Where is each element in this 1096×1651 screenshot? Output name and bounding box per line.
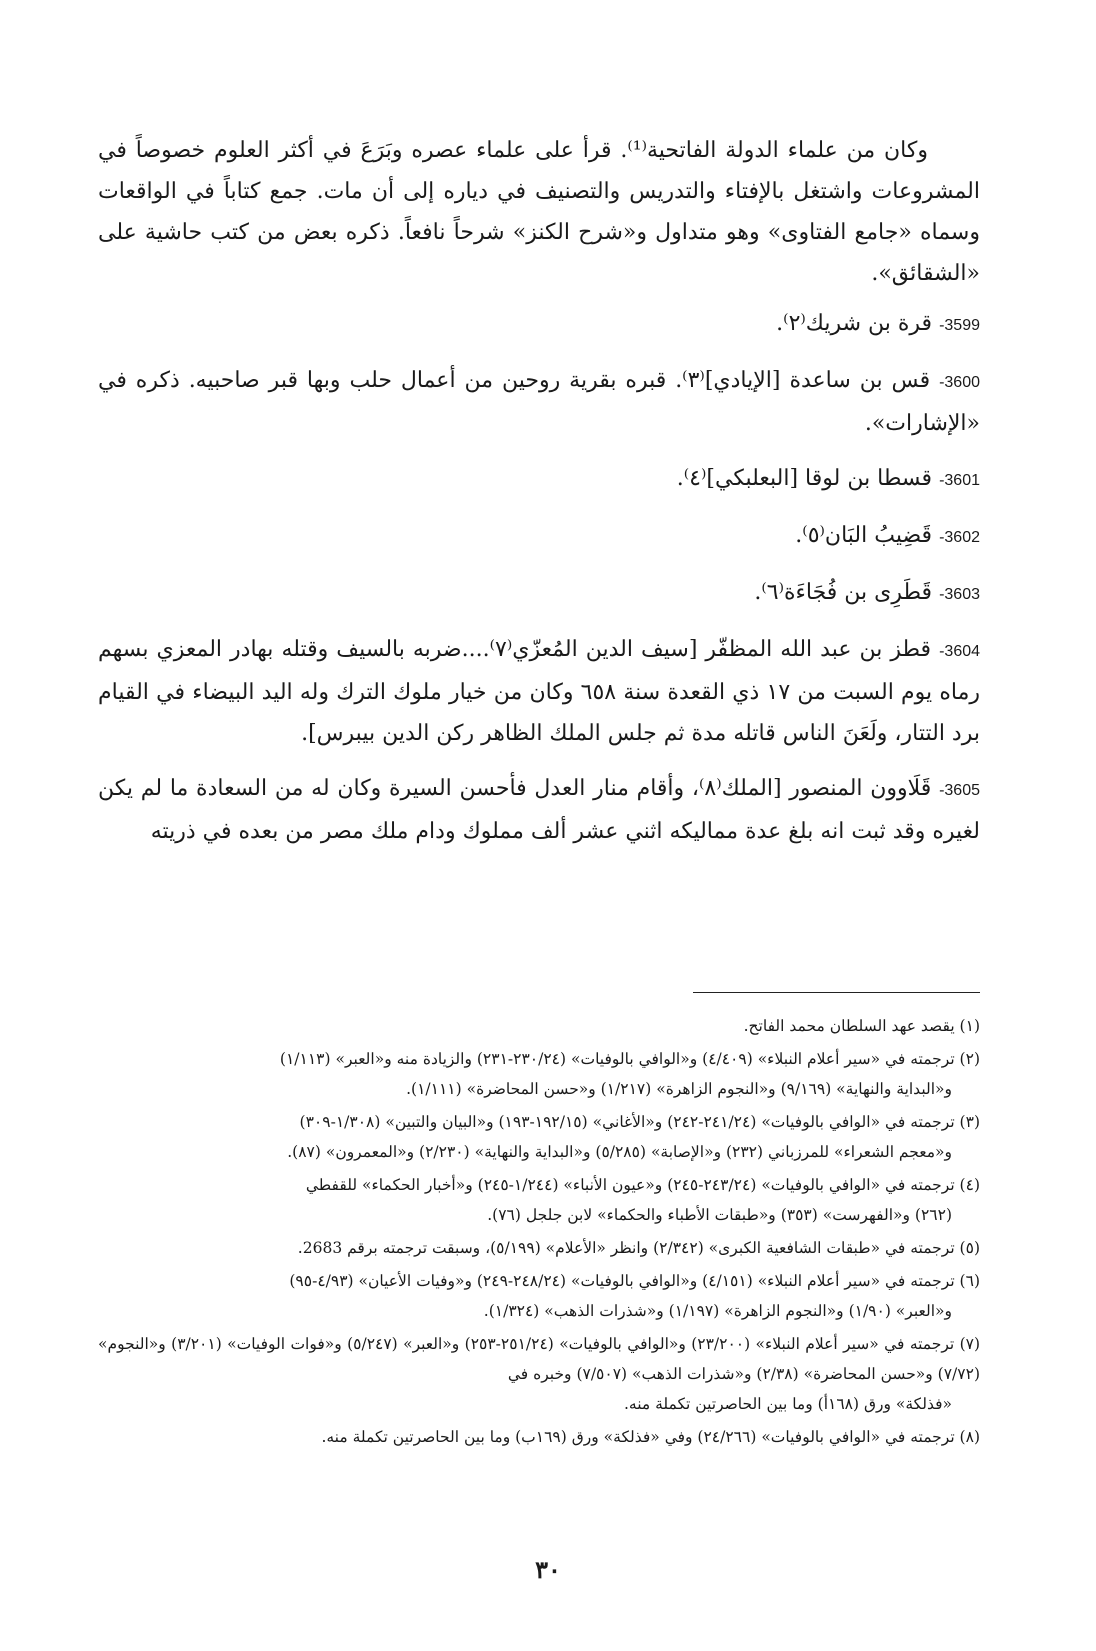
entry-3599 — [98, 303, 980, 346]
intro-line: الواقعات وسماه «جامع الفتاوى» وهو متداول و«شرح الكنز» شرحاً نافعاً. ذكره بعض من — [98, 179, 980, 245]
entry-text: قطز بن عبد الله المظفّر [سيف الدين المُعزّي⁽٧⁾....ضربه بالسيف وقتله بهادر المعزي بسهم — [98, 637, 932, 662]
entry-number: 3602- — [939, 529, 980, 546]
entry-text: قَلَاوون المنصور [الملك⁽٨⁾، وأقام منار العدل فأحسن السيرة وكان له من السعادة ما لم يكن — [98, 776, 932, 801]
footnote-text: (٥) ترجمته في «طبقات الشافعية الكبرى» (٢/٣٤٢) وانظر «الأعلام» (٥/١٩٩)، وسبقت ترجمته برقم 2683. — [297, 1239, 980, 1257]
intro-line: في المشروعات واشتغل بالإفتاء والتدريس والتصنيف في دياره إلى أن مات. جمع كتاباً في — [98, 138, 981, 204]
entry-text: قرة بن شريك⁽٢⁾. — [776, 311, 933, 336]
page-number: ٣٠ — [535, 1555, 561, 1584]
entry-number: 3600- — [939, 374, 980, 391]
footnotes — [98, 1011, 980, 1455]
entry-number: 3603- — [939, 586, 980, 603]
entry-number: 3604- — [939, 643, 981, 660]
intro-line: كتب حاشية على «الشقائق». — [98, 220, 980, 286]
footnote-5 — [98, 1233, 980, 1263]
entry-number: 3599- — [939, 317, 980, 334]
footnote-text: (٢٦٢) و«الفهرست» (٣٥٣) و«طبقات الأطباء والحكماء» لابن جلجل (٧٦). — [487, 1206, 952, 1224]
footnote-text: (١) يقصد عهد السلطان محمد الفاتح. — [743, 1017, 980, 1035]
entry-text: القيام برد التتار، ولَعَنَ الناس قاتله مدة ثم جلس الملك الظاهر ركن الدين بيبرس]. — [98, 680, 980, 746]
entry-text: قس بن ساعدة [الإيادي]⁽٣⁾. قبره بقرية روحين من أعمال حلب وبها قبر صاحبيه. ذكره في — [98, 368, 931, 393]
entry-3600 — [98, 360, 980, 444]
entry-number: 3601- — [939, 472, 980, 489]
entry-text: قسطا بن لوقا [البعلبكي]⁽٤⁾. — [676, 466, 933, 491]
entry-3603 — [98, 572, 980, 615]
footnote-divider — [693, 992, 980, 993]
footnote-text: الوفيات» (٣/٢٠١) و«النجوم» (٧/٧٢) و«حسن المحاضرة» (٢/٣٨) و«شذرات الذهب» (٧/٥٠٧) وخبره في — [98, 1335, 980, 1383]
footnote-1 — [98, 1011, 980, 1041]
footnote-text: (٨) ترجمته في «الوافي بالوفيات» (٢٤/٢٦٦) وفي «فذلكة» ورق (١٦٩ب) وما بين الحاصرتين تكملة منه. — [321, 1428, 980, 1446]
entry-number: 3605- — [939, 782, 980, 799]
entry-3601 — [98, 458, 980, 501]
footnote-3 — [98, 1107, 980, 1167]
footnote-text: (٧) ترجمته في «سير أعلام النبلاء» (٢٣/٢٠٠) و«الوافي بالوفيات» (٢٥١/٢٤-٢٥٣) و«العبر» (٥/٢٤٧) و«فوات — [290, 1335, 981, 1353]
footnote-text: و«البداية والنهاية» (٩/١٦٩) و«النجوم الزاهرة» (١/٢١٧) و«حسن المحاضرة» (١/١١١). — [406, 1080, 952, 1098]
entry-3602 — [98, 515, 980, 558]
entry-text: قَضِيبُ البَان⁽٥⁾. — [795, 523, 933, 548]
entry-text: قَطَرِى بن فُجَاءَة⁽٦⁾. — [754, 580, 933, 605]
footnote-text: (٢) ترجمته في «سير أعلام النبلاء» (٤/٤٠٩) و«الوافي بالوفيات» (٢٣٠/٢٤-٢٣١) والزيادة منه و«العبر» (١/١١٣) — [279, 1050, 980, 1068]
footnote-4 — [98, 1170, 980, 1230]
footnote-2 — [98, 1044, 980, 1104]
footnote-text: (٤) ترجمته في «الوافي بالوفيات» (٢٤٣/٢٤-٢٤٥) و«عيون الأنباء» (١/٢٤٤-٢٤٥) و«أخبار الحكماء» للقفطي — [305, 1176, 980, 1194]
footnote-text: (٦) ترجمته في «سير أعلام النبلاء» (٤/١٥١) و«الوافي بالوفيات» (٢٤٨/٢٤-٢٤٩) و«وفيات الأعيان» (٤/٩٣-٩٥) — [289, 1272, 980, 1290]
intro-paragraph — [98, 130, 980, 294]
footnote-6 — [98, 1266, 980, 1326]
entry-text: «الإشارات». — [864, 411, 980, 436]
footnote-text: (٣) ترجمته في «الوافي بالوفيات» (٢٤١/٢٤-٢٤٢) و«الأغاني» (١٩٢/١٥-١٩٣) و«البيان والتبين» (١/٣٠٨-٣٠٩) — [299, 1113, 980, 1131]
footnote-text: و«معجم الشعراء» للمرزباني (٢٣٢) و«الإصابة» (٥/٢٨٥) و«البداية والنهاية» (٢/٢٣٠) و«المعمرون» (٨٧). — [287, 1143, 952, 1161]
footnote-8 — [98, 1422, 980, 1452]
entry-3604 — [98, 629, 980, 754]
intro-line: وكان من علماء الدولة الفاتحية⁽¹⁾. قرأ على علماء عصره وبَرَعَ في أكثر العلوم خصوصاً — [135, 138, 928, 163]
entry-text: لغيره وقد ثبت انه بلغ عدة مماليكه اثني عشر ألف مملوك ودام ملك مصر من بعده في ذريته — [150, 819, 980, 844]
main-text — [98, 130, 980, 866]
footnote-text: «فذلكة» ورق (١٦٨أ) وما بين الحاصرتين تكملة منه. — [623, 1395, 952, 1413]
entry-text: رماه يوم السبت من ١٧ ذي القعدة سنة ٦٥٨ وكان من خيار ملوك الترك وله اليد البيضاء في — [156, 680, 981, 705]
entry-3605 — [98, 768, 980, 852]
footnote-text: و«العبر» (١/٩٠) و«النجوم الزاهرة» (١/١٩٧) و«شذرات الذهب» (١/٣٢٤). — [483, 1302, 952, 1320]
footnote-7 — [98, 1329, 980, 1419]
